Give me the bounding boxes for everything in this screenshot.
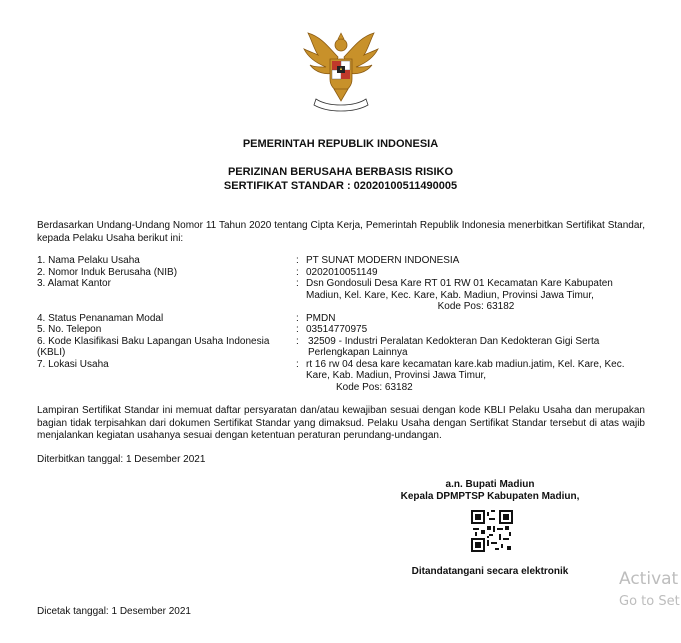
detail-row-phone: 5. No. Telepon : 03514770975 (37, 324, 647, 336)
detail-label: 6. Kode Klasifikasi Baku Lapangan Usaha Indonesia (KBLI) (37, 335, 270, 358)
detail-label: 3. Alamat Kantor (37, 278, 111, 289)
certificate-number: SERTIFIKAT STANDAR : 02020100511490005 (223, 180, 458, 192)
detail-label: 7. Lokasi Usaha (37, 358, 109, 370)
detail-value: Dsn Gondosuli Desa Kare RT 01 RW 01 Kecamatan Kare Kabupaten Madiun, Kel. Kare, Kec. Kare, Kab. Madiun, Provinsi Jawa Timur, (306, 278, 613, 301)
qr-code-icon (471, 510, 513, 552)
government-name: PEMERINTAH REPUBLIK INDONESIA (242, 138, 439, 150)
detail-value: PT SUNAT MODERN INDONESIA (306, 255, 460, 266)
detail-label: 4. Status Penanaman Modal (37, 312, 164, 324)
detail-row-investment-status: 4. Status Penanaman Modal : PMDN (37, 313, 647, 325)
detail-row-office-address: 3. Alamat Kantor : Dsn Gondosuli Desa Kare RT 01 RW 01 Kecamatan Kare Kabupaten Madiun, Kel. Kare, Kec. Kare, Kab. Madiun, Provinsi Jawa Timur, Kode Pos: 63182 (37, 278, 647, 313)
intro-paragraph: Berdasarkan Undang-Undang Nomor 11 Tahun 2020 tentang Cipta Kerja, Pemerintah Republik Indonesia menerbitkan Sertifikat Standar, kepada Pelaku Usaha berikut ini: (37, 220, 645, 244)
attachment-note: Lampiran Sertifikat Standar ini memuat daftar persyaratan dan/atau kewajiban sesuai dengan kode KBLI Pelaku Usaha dan merupakan bagian tidak terpisahkan dari dokumen Sertifikat Standar yang dimaksud. Pelaku Usaha dengan Sertifikat Standar tersebut di atas wajib menjalankan kegiatan usahanya sesuai dengan ketentuan peraturan perundang-undangan. (37, 405, 645, 441)
detail-value: rt 16 rw 04 desa kare kecamatan kare.kab madiun.jatim, Kel. Kare, Kec. Kare, Kab. Madiun, Provinsi Jawa Timur, (306, 358, 625, 381)
business-details (37, 255, 647, 393)
on-behalf-line: a.n. Bupati Madiun (445, 479, 535, 490)
detail-row-business-location: 7. Lokasi Usaha : rt 16 rw 04 desa kare kecamatan kare.kab madiun.jatim, Kel. Kare, Kec. Kare, Kab. Madiun, Provinsi Jawa Timur, Kode Pos: 63182 (37, 359, 647, 394)
activation-watermark-title: Activat (619, 569, 679, 589)
detail-label: 2. Nomor Induk Berusaha (NIB) (37, 266, 178, 278)
issued-date: Diterbitkan tanggal: 1 Desember 2021 (37, 454, 206, 465)
detail-label: 5. No. Telepon (37, 324, 102, 335)
detail-row-nib: 2. Nomor Induk Berusaha (NIB) : 0202010051149 (37, 267, 647, 279)
detail-value: PMDN (306, 312, 336, 324)
detail-value: 03514770975 (306, 324, 368, 335)
official-title: Kepala DPMPTSP Kabupaten Madiun, (400, 491, 580, 502)
document-title: PERIZINAN BERUSAHA BERBASIS RISIKO (227, 166, 454, 178)
postal-code: Kode Pos: 63182 (437, 301, 515, 312)
detail-row-kbli: 6. Kode Klasifikasi Baku Lapangan Usaha Indonesia (KBLI) : 32509 - Industri Peralatan Kedokteran Dan Kedokteran Gigi Serta Perlengkapan Lainnya (37, 336, 647, 359)
detail-value: 32509 - Industri Peralatan Kedokteran Dan Kedokteran Gigi Serta Perlengkapan Lainnya (308, 335, 600, 358)
postal-code: Kode Pos: 63182 (336, 381, 413, 393)
detail-label: 1. Nama Pelaku Usaha (37, 255, 140, 266)
printed-date: Dicetak tanggal: 1 Desember 2021 (37, 606, 191, 617)
activation-watermark-subtitle: Go to Set (619, 594, 680, 609)
electronic-signature-note: Ditandatangani secara elektronik (411, 566, 569, 577)
garuda-emblem-icon (300, 27, 382, 113)
detail-value: 0202010051149 (306, 266, 378, 278)
detail-row-name: 1. Nama Pelaku Usaha : PT SUNAT MODERN INDONESIA (37, 255, 647, 267)
